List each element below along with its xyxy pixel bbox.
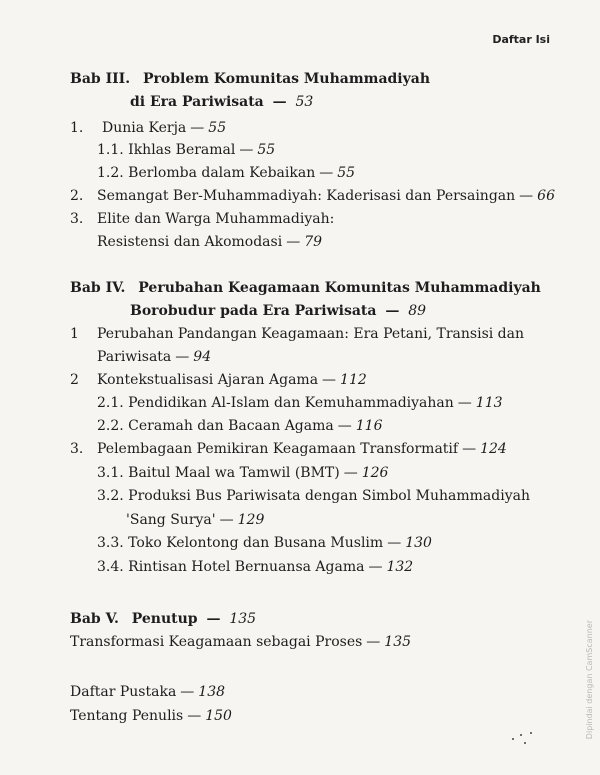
- toc-entry[interactable]: [97, 348, 211, 366]
- dash: —: [343, 465, 358, 481]
- toc-entry[interactable]: [102, 119, 226, 137]
- toc-item-number: 2.: [70, 188, 84, 204]
- toc-entry-page: 112: [340, 372, 367, 388]
- toc-entry[interactable]: [126, 511, 264, 529]
- toc-entry-page: 66: [537, 188, 555, 204]
- toc-entry[interactable]: [97, 325, 524, 343]
- toc-entry-page: 150: [205, 708, 232, 724]
- toc-entry[interactable]: [97, 164, 355, 182]
- toc-entry[interactable]: [70, 683, 225, 701]
- toc-entry-text: 3.1. Baitul Maal wa Tamwil (BMT): [97, 465, 340, 481]
- bab5-title: Penutup: [131, 611, 198, 627]
- toc-entry-page: 55: [337, 165, 356, 181]
- dash: —: [387, 535, 402, 551]
- bab4-page: 89: [408, 303, 427, 319]
- toc-item-number: 1.: [70, 120, 84, 136]
- toc-entry[interactable]: [97, 464, 388, 482]
- dash: —: [385, 303, 400, 319]
- toc-entry-text: 3.4. Rintisan Hotel Bernuansa Agama: [97, 559, 365, 575]
- toc-entry-page: 132: [386, 559, 414, 575]
- toc-entry[interactable]: [97, 141, 275, 159]
- bab5-label: Bab V.: [70, 611, 119, 627]
- toc-entry[interactable]: [97, 558, 413, 576]
- toc-entry[interactable]: [97, 417, 382, 435]
- bab4-title: Perubahan Keagamaan Komunitas Muhammadiyah: [138, 280, 541, 296]
- dash: —: [190, 120, 205, 136]
- bab4-heading-cont: [130, 302, 426, 320]
- toc-entry-text: Elite dan Warga Muhammadiyah:: [97, 211, 335, 227]
- toc-entry[interactable]: [97, 371, 367, 389]
- toc-entry[interactable]: [97, 233, 322, 251]
- toc-entry-page: 124: [480, 441, 507, 457]
- dash: —: [272, 94, 287, 110]
- scan-specks: [510, 730, 540, 750]
- dash: —: [187, 708, 202, 724]
- toc-entry-page: 129: [237, 512, 265, 528]
- bab4-title-cont: Borobudur pada Era Pariwisata: [130, 303, 377, 319]
- dash: —: [366, 634, 381, 650]
- scanner-watermark: Dipindai dengan CamScanner: [585, 620, 594, 740]
- bab4-heading: [70, 279, 541, 297]
- bab3-heading: [70, 70, 430, 88]
- toc-item-number: 2: [70, 372, 79, 388]
- toc-entry[interactable]: [97, 394, 503, 412]
- toc-entry-text: 1.1. Ikhlas Beramal: [97, 142, 236, 158]
- dash: —: [457, 395, 472, 411]
- dash: —: [337, 418, 352, 434]
- toc-entry[interactable]: [70, 707, 232, 725]
- toc-entry[interactable]: [70, 633, 411, 651]
- toc-entry-page: 79: [304, 234, 323, 250]
- toc-entry[interactable]: [97, 440, 507, 458]
- dash: —: [180, 684, 195, 700]
- dash: —: [322, 372, 337, 388]
- toc-entry-text: Resistensi dan Akomodasi: [97, 234, 283, 250]
- toc-entry-text: Semangat Ber-Muhammadiyah: Kaderisasi dan Persaingan: [97, 188, 516, 204]
- toc-entry-text: Transformasi Keagamaan sebagai Proses: [70, 634, 363, 650]
- toc-entry[interactable]: [97, 487, 530, 505]
- toc-entry-text: Tentang Penulis: [70, 708, 184, 724]
- toc-entry-page: 138: [198, 684, 226, 700]
- dash: —: [206, 611, 221, 627]
- bab4-label: Bab IV.: [70, 280, 126, 296]
- toc-entry-page: 130: [405, 535, 432, 551]
- toc-entry-text: 3.3. Toko Kelontong dan Busana Muslim: [97, 535, 384, 551]
- dash: —: [462, 441, 477, 457]
- dash: —: [519, 188, 534, 204]
- toc-entry-page: 55: [257, 142, 276, 158]
- toc-entry-page: 55: [208, 120, 227, 136]
- bab3-title-cont: di Era Pariwisata: [130, 94, 264, 110]
- dash: —: [286, 234, 301, 250]
- toc-item-number: 1: [70, 326, 79, 342]
- toc-entry-text: Dunia Kerja: [102, 120, 187, 136]
- bab3-page: 53: [295, 94, 314, 110]
- dash: —: [319, 165, 334, 181]
- toc-entry[interactable]: [97, 210, 334, 228]
- toc-entry-text: Perubahan Pandangan Keagamaan: Era Petani, Transisi dan: [97, 326, 524, 342]
- toc-entry-text: 1.2. Berlomba dalam Kebaikan: [97, 165, 316, 181]
- dash: —: [368, 559, 383, 575]
- toc-entry-text: Daftar Pustaka: [70, 684, 177, 700]
- dash: —: [175, 349, 190, 365]
- toc-entry-page: 113: [475, 395, 503, 411]
- toc-entry-page: 94: [193, 349, 212, 365]
- toc-entry-text: 3.2. Produksi Bus Pariwisata dengan Simbol Muhammadiyah: [97, 488, 530, 504]
- toc-entry-text: 2.1. Pendidikan Al-Islam dan Kemuhammadiyahan: [97, 395, 454, 411]
- toc-item-number: 3.: [70, 211, 84, 227]
- toc-entry[interactable]: [97, 534, 432, 552]
- running-header: Daftar Isi: [492, 33, 550, 46]
- toc-entry-text: 2.2. Ceramah dan Bacaan Agama: [97, 418, 334, 434]
- toc-entry-text: Pariwisata: [97, 349, 172, 365]
- dash: —: [219, 512, 234, 528]
- bab3-heading-cont: [130, 93, 313, 111]
- bab3-label: Bab III.: [70, 71, 131, 87]
- toc-item-number: 3.: [70, 441, 84, 457]
- toc-entry-text: 'Sang Surya': [126, 512, 216, 528]
- bab3-title: Problem Komunitas Muhammadiyah: [142, 71, 431, 87]
- toc-entry-page: 135: [384, 634, 412, 650]
- bab5-page: 135: [229, 611, 257, 627]
- bab5-heading: [70, 610, 256, 628]
- dash: —: [239, 142, 254, 158]
- toc-entry-text: Pelembagaan Pemikiran Keagamaan Transformatif: [97, 441, 459, 457]
- toc-entry-page: 116: [355, 418, 383, 434]
- toc-entry-page: 126: [361, 465, 389, 481]
- toc-entry-text: Kontekstualisasi Ajaran Agama: [97, 372, 319, 388]
- toc-entry[interactable]: [97, 187, 555, 205]
